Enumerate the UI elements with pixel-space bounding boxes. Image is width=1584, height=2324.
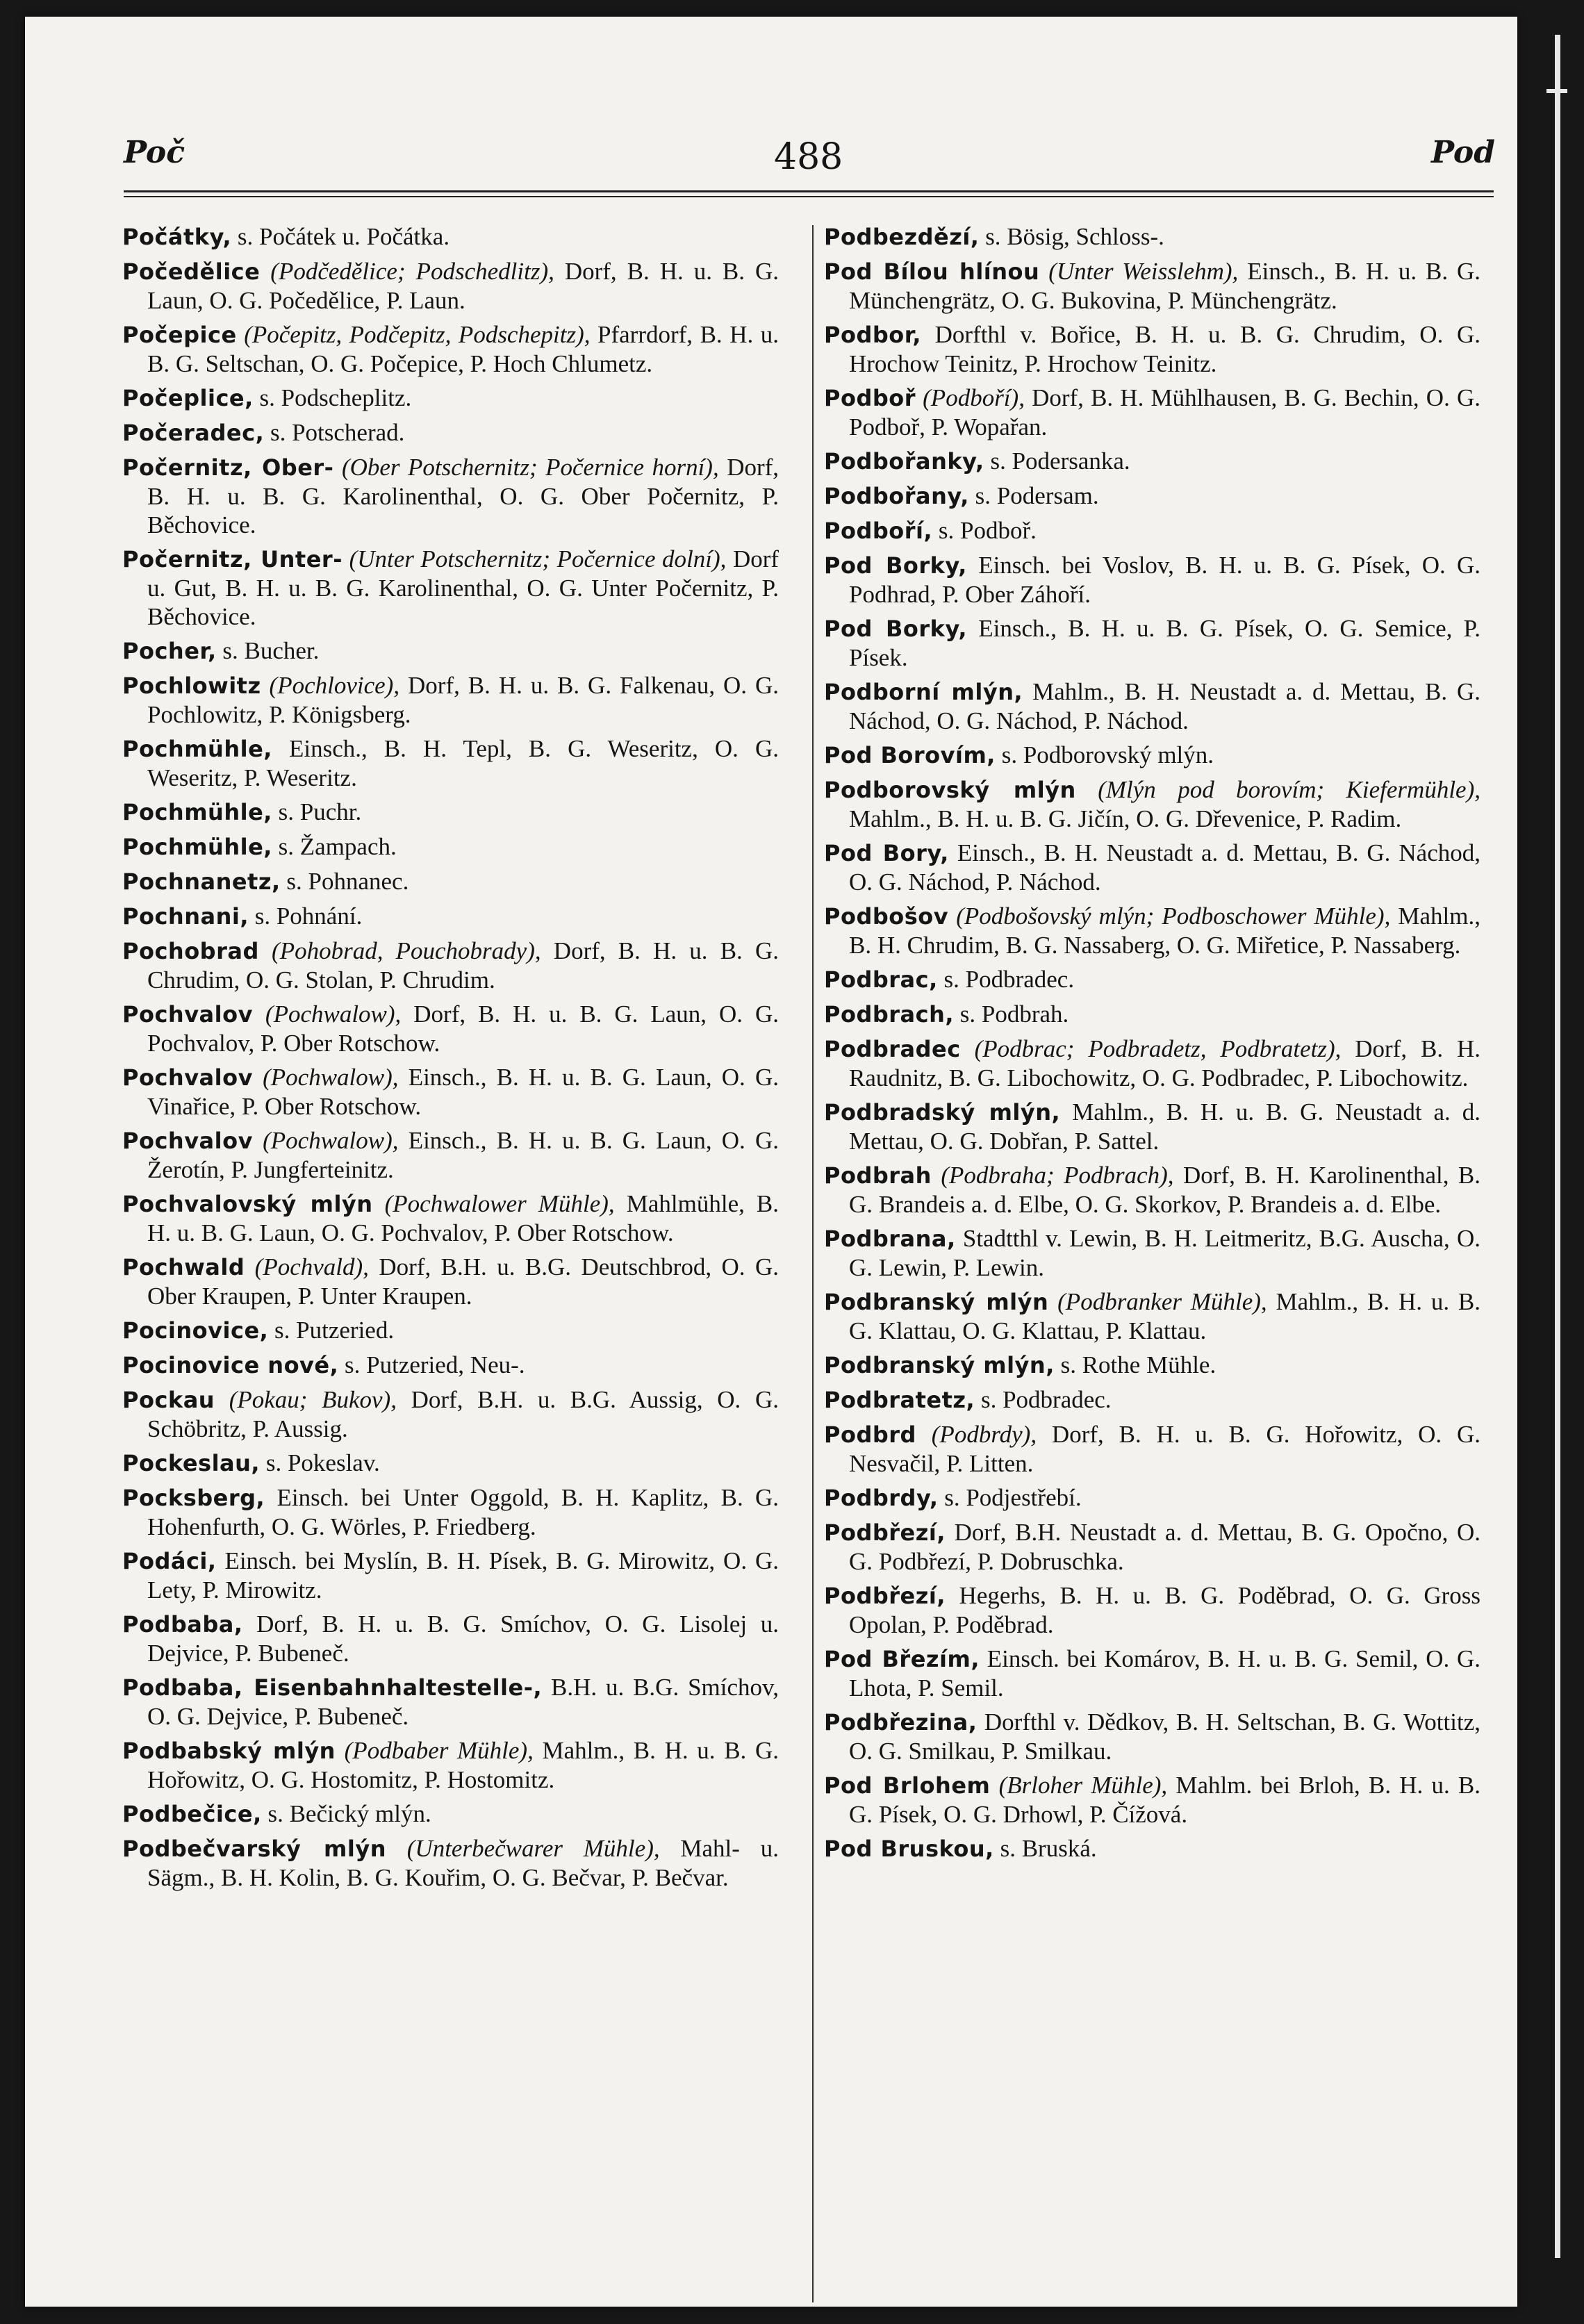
entry-headword: Pod Borovím, <box>824 742 996 768</box>
entry-description: Mahlm., B. H. Chrudim, B. G. Nassaberg, O. G. Miřetice, P. Nassaberg. <box>849 903 1481 959</box>
gazetteer-entry <box>824 1708 1480 1765</box>
gazetteer-entry <box>122 257 779 315</box>
entry-headword: Podbořany, <box>824 483 969 509</box>
entry-description: Einsch., B. H. u. B. G. Laun, O. G. Vinařice, P. Ober Rotschow. <box>147 1064 779 1120</box>
entry-headword: Podbranský mlýn <box>824 1289 1049 1315</box>
entry-description: s. Pohnání. <box>254 903 363 930</box>
entry-description: Dorf, B.H. Neustadt a. d. Mettau, B. G. Opočno, O. G. Podbřezí, P. Dobruschka. <box>849 1519 1480 1575</box>
entry-variant-names: (Podčedělice; Podschedlitz), <box>270 258 554 285</box>
entry-description: Mahlm., B. H. u. B. G. Hořowitz, O. G. Hostomitz, P. Hostomitz. <box>147 1737 779 1793</box>
running-head-right: Pod <box>1431 135 1496 170</box>
entry-description: s. Rothe Mühle. <box>1060 1351 1216 1378</box>
gazetteer-entry <box>122 902 779 931</box>
entry-variant-names: (Podbošovský mlýn; Podboschower Mühle), <box>956 903 1391 930</box>
gazetteer-entry <box>824 1385 1480 1415</box>
gazetteer-entry <box>824 481 1480 511</box>
entry-description: Mahlm., B. H. u. B. G. Neustadt a. d. Mettau, O. G. Dobřan, P. Sattel. <box>849 1098 1481 1155</box>
entry-headword: Pod Březím, <box>824 1646 980 1672</box>
entry-description: Dorf, B. H. u. B. G. Falkenau, O. G. Pochlowitz, P. Königsberg. <box>147 672 779 728</box>
entry-headword: Podbrdy, <box>824 1485 939 1511</box>
entry-headword: Počátky, <box>122 224 232 250</box>
entry-description: Einsch. bei Myslín, B. H. Písek, B. G. Mirowitz, O. G. Lety, P. Mirowitz. <box>147 1547 779 1604</box>
entry-headword: Podboří, <box>824 518 933 544</box>
gazetteer-entry <box>122 1736 779 1794</box>
gazetteer-entry <box>824 1645 1480 1702</box>
gazetteer-entry <box>824 384 1480 441</box>
entry-headword: Pod Borky, <box>824 616 967 642</box>
entry-description: s. Podborovský mlýn. <box>1001 741 1214 768</box>
gazetteer-entry <box>824 1834 1480 1863</box>
entry-headword: Podbranský mlýn, <box>824 1352 1055 1378</box>
entry-variant-names: (Unter Weisslehm), <box>1048 258 1239 285</box>
entry-description: Dorf, B. H. u. B. G. Smíchov, O. G. Lisolej u. Dejvice, P. Bubeneč. <box>147 1610 779 1667</box>
gazetteer-entry <box>824 1771 1480 1829</box>
entry-description: Dorfthl v. Bořice, B. H. u. B. G. Chrudim, O. G. Hrochow Teinitz, P. Hrochow Teinitz. <box>849 321 1481 377</box>
entry-headword: Pochvalov <box>122 1001 253 1028</box>
entry-description: Mahlm., B. H. Neustadt a. d. Mettau, B. G. Náchod, O. G. Náchod, P. Náchod. <box>849 678 1480 734</box>
entry-headword: Pochvalov <box>122 1064 253 1091</box>
entry-description: s. Podbradec. <box>980 1386 1112 1413</box>
entry-headword: Podbečice, <box>122 1801 262 1827</box>
entry-headword: Podbrah <box>824 1162 932 1189</box>
entry-description: Dorf u. Gut, B. H. u. B. G. Karolinenthal, O. G. Unter Počernitz, P. Běchovice. <box>147 545 779 630</box>
gazetteer-entry <box>824 1035 1480 1092</box>
entry-variant-names: (Podbrdy), <box>931 1421 1037 1448</box>
entry-headword: Pod Brlohem <box>824 1772 991 1799</box>
entry-variant-names: (Unter Potschernitz; Počernice dolní), <box>349 545 727 572</box>
gazetteer-entry <box>824 1161 1480 1219</box>
entry-headword: Počepice <box>122 322 237 348</box>
entry-description: s. Pokeslav. <box>265 1449 380 1476</box>
column-divider <box>812 225 814 2302</box>
entry-headword: Podborní mlýn, <box>824 679 1023 705</box>
entry-headword: Podbratetz, <box>824 1387 975 1413</box>
entry-headword: Podborovský mlýn <box>824 777 1076 803</box>
entry-variant-names: (Podbrac; Podbradetz, Podbratetz), <box>974 1035 1342 1062</box>
gazetteer-entry <box>122 832 779 862</box>
gazetteer-entry <box>824 677 1480 735</box>
entry-headword: Podbaba, Eisenbahnhaltestelle-, <box>122 1674 543 1701</box>
entry-headword: Podbečvarský mlýn <box>122 1836 386 1862</box>
gazetteer-entry <box>824 516 1480 545</box>
gazetteer-entry <box>122 545 779 631</box>
gazetteer-entry <box>122 636 779 666</box>
entry-variant-names: (Pochlovice), <box>269 672 400 699</box>
entry-headword: Pochlowitz <box>122 673 261 699</box>
entry-description: B.H. u. B.G. Smíchov, O. G. Dejvice, P. Bubeneč. <box>147 1674 779 1730</box>
gazetteer-entry <box>824 1483 1480 1513</box>
entry-description: s. Putzeried, Neu-. <box>345 1351 525 1378</box>
entry-headword: Podbřezina, <box>824 1709 977 1736</box>
entry-headword: Pochvalov <box>122 1128 253 1154</box>
entry-description: Stadtthl v. Lewin, B. H. Leitmeritz, B.G. Auscha, O. G. Lewin, P. Lewin. <box>849 1225 1480 1281</box>
gazetteer-entry <box>122 867 779 896</box>
entry-description: Dorf, B. H. Karolinenthal, B. G. Brandeis a. d. Elbe, O. G. Skorkov, P. Brandeis a. d. Elbe. <box>849 1162 1481 1218</box>
entry-variant-names: (Počepitz, Podčepitz, Podschepitz), <box>244 321 591 348</box>
entry-headword: Podboř <box>824 385 916 411</box>
entry-variant-names: (Pochvald), <box>254 1253 369 1280</box>
entry-description: Dorf, B. H. Mühlhausen, B. G. Bechin, O. G. Podboř, P. Wopařan. <box>849 384 1480 440</box>
entry-headword: Pocher, <box>122 638 217 664</box>
gazetteer-entry <box>122 1351 779 1380</box>
entry-variant-names: (Pokau; Bukov), <box>229 1386 397 1413</box>
entry-variant-names: (Pochwalow), <box>263 1127 399 1154</box>
header-rule <box>124 190 1494 192</box>
entry-headword: Pockeslau, <box>122 1450 261 1476</box>
gazetteer-entry <box>824 1420 1480 1478</box>
entry-variant-names: (Mlýn pod borovím; Kiefermühle), <box>1098 776 1480 803</box>
header-rule-thin <box>124 196 1494 197</box>
entry-description: s. Potscherad. <box>270 419 405 446</box>
entry-variant-names: (Podboří), <box>923 384 1025 411</box>
entry-headword: Počeplice, <box>122 385 254 411</box>
entry-description: s. Podbrah. <box>959 1000 1069 1028</box>
entry-headword: Počeradec, <box>122 420 265 446</box>
entry-description: s. Podjestřebí. <box>944 1484 1082 1511</box>
entry-description: Einsch. bei Voslov, B. H. u. B. G. Písek, O. G. Podhrad, P. Ober Záhoří. <box>849 552 1481 608</box>
gazetteer-entry <box>122 1063 779 1121</box>
gazetteer-entry <box>824 1351 1480 1380</box>
gazetteer-entry <box>824 1287 1480 1345</box>
gazetteer-entry <box>122 1126 779 1184</box>
gazetteer-entry <box>824 741 1480 770</box>
entry-description: s. Žampach. <box>278 833 397 860</box>
gazetteer-entry <box>824 1098 1480 1155</box>
entry-description: s. Podersanka. <box>990 447 1130 475</box>
entry-headword: Podbaba, <box>122 1611 243 1638</box>
entry-description: Einsch. bei Komárov, B. H. u. B. G. Semil, O. G. Lhota, P. Semil. <box>849 1645 1481 1701</box>
entry-headword: Pochnani, <box>122 903 249 930</box>
entry-description: Dorfthl v. Dědkov, B. H. Seltschan, B. G. Wottitz, O. G. Smilkau, P. Smilkau. <box>849 1708 1480 1765</box>
entry-description: Dorf, B. H. u. B. G. Hořowitz, O. G. Nesvačil, P. Litten. <box>849 1421 1480 1477</box>
gazetteer-entry <box>824 1518 1480 1576</box>
entry-headword: Podáci, <box>122 1548 217 1574</box>
entry-description: Hegerhs, B. H. u. B. G. Poděbrad, O. G. Gross Opolan, P. Poděbrad. <box>849 1582 1481 1638</box>
entry-variant-names: (Podbaber Mühle), <box>344 1737 534 1764</box>
entry-description: s. Podersam. <box>975 482 1099 509</box>
entry-description: s. Podbradec. <box>943 966 1075 993</box>
entry-description: Dorf, B. H. u. B. G. Laun, O. G. Pochvalov, P. Ober Rotschow. <box>147 1000 779 1057</box>
entry-description: Dorf, B. H. u. B. G. Karolinenthal, O. G. Ober Počernitz, P. Běchovice. <box>147 454 779 538</box>
entry-headword: Pochmühle, <box>122 834 272 860</box>
gazetteer-entry <box>824 902 1480 959</box>
entry-description: Dorf, B.H. u. B.G. Deutschbrod, O. G. Ober Kraupen, P. Unter Kraupen. <box>147 1253 779 1310</box>
entry-variant-names: (Pohobrad, Pouchobrady), <box>272 937 541 964</box>
gazetteer-entry <box>824 222 1480 252</box>
gazetteer-entry <box>122 937 779 994</box>
entry-description: s. Počátek u. Počátka. <box>237 223 450 250</box>
gazetteer-entry <box>122 1189 779 1247</box>
entry-description: Einsch., B. H. Neustadt a. d. Mettau, B. G. Náchod, O. G. Náchod, P. Náchod. <box>849 839 1480 896</box>
entry-variant-names: (Ober Potschernitz; Počernice horní), <box>341 454 719 481</box>
running-head-left: Poč <box>124 135 185 170</box>
entry-variant-names: (Podbranker Mühle), <box>1057 1288 1267 1315</box>
gazetteer-entry <box>122 734 779 792</box>
gazetteer-entry <box>122 1673 779 1731</box>
entry-description: Mahl- u. Sägm., B. H. Kolin, B. G. Kouřim, O. G. Bečvar, P. Bečvar. <box>147 1835 779 1891</box>
gazetteer-entry <box>824 257 1480 315</box>
entry-headword: Podbradský mlýn, <box>824 1099 1061 1126</box>
gazetteer-entry <box>824 1000 1480 1029</box>
entry-description: s. Puchr. <box>278 798 362 825</box>
entry-description: s. Bečický mlýn. <box>267 1800 431 1827</box>
gazetteer-entry <box>824 614 1480 672</box>
entry-variant-names: (Unterbečwarer Mühle), <box>406 1835 660 1862</box>
entry-headword: Pod Borky, <box>824 552 967 579</box>
entry-description: Mahlm. bei Brloh, B. H. u. B. G. Písek, O. G. Drhowl, P. Čížová. <box>849 1772 1481 1828</box>
entry-description: Einsch., B. H. u. B. G. Laun, O. G. Žerotín, P. Jungferteinitz. <box>147 1127 779 1183</box>
gazetteer-entry <box>122 798 779 827</box>
entry-headword: Podbořanky, <box>824 448 984 475</box>
entry-headword: Pod Bílou hlínou <box>824 258 1040 285</box>
entry-headword: Podbrd <box>824 1421 916 1448</box>
gazetteer-entry <box>824 839 1480 896</box>
entry-headword: Podbor, <box>824 322 921 348</box>
gazetteer-entry <box>122 384 779 413</box>
entry-description: Pfarrdorf, B. H. u. B. G. Seltschan, O. G. Počepice, P. Hoch Chlumetz. <box>147 321 779 377</box>
entry-headword: Podbřezí, <box>824 1519 946 1546</box>
entry-description: Einsch., B. H. u. B. G. Münchengrätz, O. G. Bukovina, P. Münchengrätz. <box>849 258 1480 314</box>
entry-headword: Počernitz, Unter- <box>122 546 343 572</box>
gazetteer-entry <box>122 1834 779 1892</box>
entry-description: Dorf, B. H. u. B. G. Laun, O. G. Počedělice, P. Laun. <box>147 258 779 314</box>
entry-description: Mahlm., B. H. u. B. G. Klattau, O. G. Klattau, P. Klattau. <box>849 1288 1481 1344</box>
entry-description: s. Podscheplitz. <box>259 384 412 411</box>
entry-headword: Pochmühle, <box>122 799 272 825</box>
entry-description: s. Putzeried. <box>274 1317 395 1344</box>
dictionary-page <box>25 17 1517 2307</box>
entry-description: Mahlmühle, B. H. u. B. G. Laun, O. G. Pochvalov, P. Ober Rotschow. <box>147 1190 779 1246</box>
gazetteer-entry <box>824 320 1480 378</box>
entry-headword: Podbezdězí, <box>824 224 980 250</box>
entry-headword: Pockau <box>122 1387 215 1413</box>
gazetteer-entry <box>122 222 779 252</box>
entry-headword: Pochnanetz, <box>122 868 281 895</box>
right-column <box>824 222 1480 1869</box>
entry-headword: Podbřezí, <box>824 1583 946 1609</box>
entry-headword: Počernitz, Ober- <box>122 454 334 481</box>
gazetteer-entry <box>122 453 779 539</box>
page-edge-tick <box>1546 89 1567 93</box>
entry-headword: Počedělice <box>122 258 261 285</box>
entry-description: Dorf, B.H. u. B.G. Aussig, O. G. Schöbritz, P. Aussig. <box>147 1386 779 1442</box>
entry-variant-names: (Pochwalow), <box>263 1064 399 1091</box>
entry-headword: Podbrach, <box>824 1001 955 1028</box>
entry-description: s. Bruská. <box>1000 1835 1097 1862</box>
gazetteer-entry <box>824 447 1480 476</box>
entry-description: Mahlm., B. H. u. B. G. Jičín, O. G. Dřevenice, P. Radim. <box>849 805 1402 832</box>
gazetteer-entry <box>824 965 1480 994</box>
entry-headword: Pod Bory, <box>824 840 949 866</box>
entry-variant-names: (Pochwalow), <box>265 1000 402 1028</box>
entry-headword: Podbrac, <box>824 966 938 993</box>
gazetteer-entry <box>122 1547 779 1604</box>
gazetteer-entry <box>122 1253 779 1310</box>
entry-headword: Pocinovice nové, <box>122 1352 339 1378</box>
entry-headword: Podbošov <box>824 903 949 930</box>
entry-headword: Pocksberg, <box>122 1485 265 1511</box>
entry-headword: Podbrana, <box>824 1226 956 1252</box>
gazetteer-entry <box>122 418 779 447</box>
gazetteer-entry <box>122 1000 779 1057</box>
entry-headword: Pochmühle, <box>122 736 272 762</box>
entry-headword: Pocinovice, <box>122 1317 269 1344</box>
gazetteer-entry <box>122 1483 779 1541</box>
gazetteer-entry <box>824 775 1480 833</box>
entry-variant-names: (Brloher Mühle), <box>998 1772 1168 1799</box>
entry-description: Einsch., B. H. u. B. G. Písek, O. G. Semice, P. Písek. <box>849 615 1481 671</box>
entry-headword: Podbradec <box>824 1036 961 1062</box>
gazetteer-entry <box>824 551 1480 609</box>
entry-description: Einsch. bei Unter Oggold, B. H. Kaplitz, B. G. Hohenfurth, O. G. Wörles, P. Friedberg. <box>147 1484 779 1540</box>
entry-headword: Pochobrad <box>122 938 259 964</box>
entry-headword: Pod Bruskou, <box>824 1836 994 1862</box>
gazetteer-entry <box>122 671 779 729</box>
entry-description: Dorf, B. H. Raudnitz, B. G. Libochowitz, O. G. Podbradec, P. Libochowitz. <box>849 1035 1480 1091</box>
gazetteer-entry <box>122 1610 779 1667</box>
entry-headword: Pochwald <box>122 1254 245 1280</box>
entry-description: s. Podboř. <box>938 517 1037 544</box>
gazetteer-entry <box>824 1581 1480 1639</box>
left-column <box>122 222 779 1897</box>
page-edge-strip <box>1555 35 1560 2258</box>
gazetteer-entry <box>122 320 779 378</box>
entry-headword: Pochvalovský mlýn <box>122 1191 373 1217</box>
entry-headword: Podbabský mlýn <box>122 1738 336 1764</box>
gazetteer-entry <box>122 1449 779 1478</box>
page-number: 488 <box>774 136 843 178</box>
entry-description: s. Pohnanec. <box>286 868 409 895</box>
entry-description: Dorf, B. H. u. B. G. Chrudim, O. G. Stolan, P. Chrudim. <box>147 937 779 994</box>
entry-description: Einsch., B. H. Tepl, B. G. Weseritz, O. G. Weseritz, P. Weseritz. <box>147 735 779 791</box>
gazetteer-entry <box>824 1224 1480 1282</box>
gazetteer-entry <box>122 1799 779 1829</box>
entry-description: s. Bucher. <box>222 637 320 664</box>
gazetteer-entry <box>122 1385 779 1443</box>
entry-description: s. Bösig, Schloss-. <box>985 223 1164 250</box>
entry-variant-names: (Podbraha; Podbrach), <box>941 1162 1174 1189</box>
entry-variant-names: (Pochwalower Mühle), <box>384 1190 615 1217</box>
gazetteer-entry <box>122 1316 779 1345</box>
